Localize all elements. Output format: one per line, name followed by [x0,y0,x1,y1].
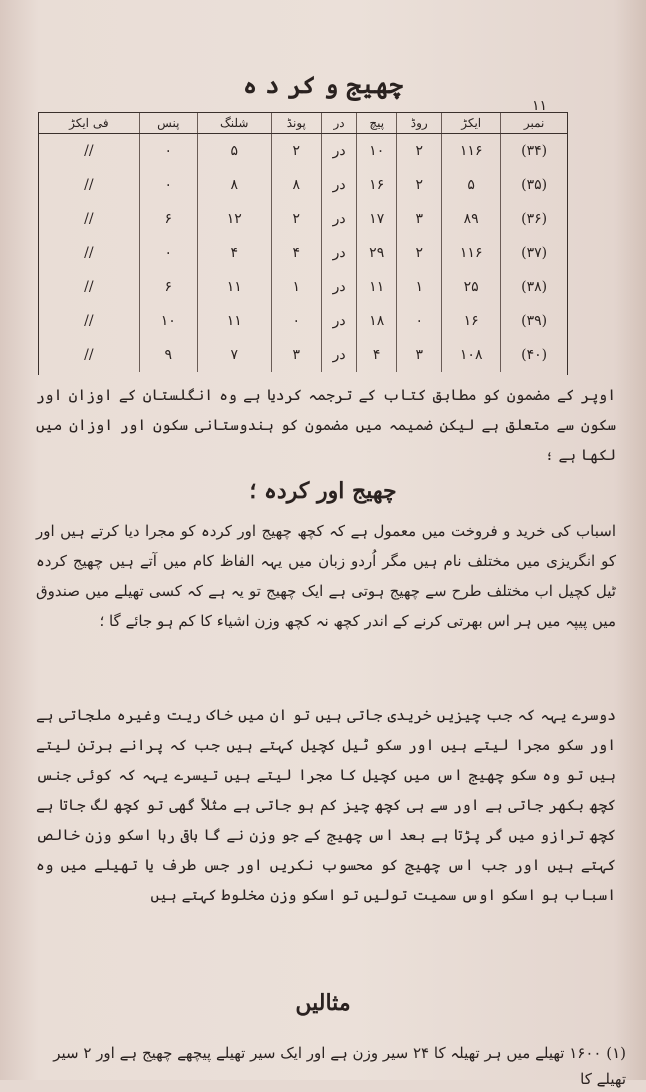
data-table [39,113,567,372]
column-header: پیچ [357,113,397,134]
table-cell: در [322,202,357,236]
table-cell: ۱۰ [139,304,197,338]
column-header: شلنگ [197,113,271,134]
table-cell: // [84,313,94,329]
table-cell: (۳۹) [501,304,567,338]
table-cell: ۰ [271,304,322,338]
table-cell: ۱۱ [197,304,271,338]
table-cell: (۳۷) [501,236,567,270]
table-cell: // [84,245,94,261]
table-cell: در [322,134,357,169]
table-cell: ۱۸ [357,304,397,338]
table-cell: // [84,347,94,363]
body-paragraph: اسباب کی خرید و فروخت میں معمول ہے کہ کچھ چھیج اور کردہ کو مجرا دیا کرتے ہیں اور کو انگریزی میں مختلف نام ہیں مگر اُردو زبان میں یہہ الفاظ کام میں آتے ہیں چھیج کردہ ٹیل کچیل اب مختلف طرح سے چھیج ہوتی ہے ایک چھیج تو یہ ہے کہ کسی تھیلے میں صندوق میں پیپہ میں ہر اس بھرتی کرنے کے اندر کچھ نہ کچھ وزن اشیاء کا کم ہو جائے گا ؛ [36,522,616,630]
table-cell: در [322,304,357,338]
column-header: پونڈ [271,113,322,134]
table-cell: ۰ [139,168,197,202]
table-cell: ۸ [271,168,322,202]
table-cell: // [84,279,94,295]
page-number: ۱۱ [532,98,548,114]
table-cell: // [84,177,94,193]
page-title: چھیج و کر د ہ [243,70,403,99]
table-cell: ۸ [197,168,271,202]
table-cell: (۴۰) [501,338,567,372]
table-cell: ۱۰۸ [442,338,501,372]
table-cell: در [322,270,357,304]
table-cell: ۱۶ [442,304,501,338]
table-cell: ۹ [139,338,197,372]
table-cell: ۳ [397,202,442,236]
section-heading: چھیج اور کردہ ؛ [249,478,397,504]
table-cell: (۳۵) [501,168,567,202]
table-cell: ۴ [357,338,397,372]
table-cell: (۳۶) [501,202,567,236]
column-header: روڈ [397,113,442,134]
example-line: (۱) ۱۶۰۰ تھیلے میں ہر تھیلہ کا ۲۴ سیر وزن ہے اور ایک سیر تھیلے پیچھے چھیج ہے اور ۲ سیر تھیلے کا [53,1044,626,1088]
table-cell: ۱۶ [357,168,397,202]
table-cell: ۲ [397,168,442,202]
column-header: نمبر [501,113,567,134]
body-paragraph: دوسرے یہہ کہ جب چیزیں خریدی جاتی ہیں تو ان میں خاک ریت وغیرہ ملجاتی ہے اور سکو مجرا لیتے ہیں اور سکو ٹیل کچیل کہتے ہیں جب کہ پرانے برتن لیتے ہیں تو وہ سکو چھیج اس میں کچیل کا مجرا لیتے ہیں تیسرے یہہ کہ کوئی جنس کچھ بکھر جاتی ہے اور سے ہی کچھ چیز کم ہو جاتی ہے مثلاً گھی تو کچھ لگ جاتا ہے کچھ ترازو میں گر پڑتا ہے بعد اس چھیج کے جو وزن نے گا باقی رہا اسکو وزن خالص کہتے ہیں اور جب اس چھیج کو محسوب نکریں اور جس طرف یا تھیلے میں وہ اسباب ہو اسکو اوس سمیت تولیں تو اسکو وزن مخلوط کہتے ہیں [36,706,616,904]
table-cell: ۱۱۶ [442,134,501,169]
intro-paragraph: اوپر کے مضمون کو مطابق کتاب کے ترجمہ کردیا ہے وہ انگلستان کے اوزان اور سکون سے متعلق ہے لیکن ضمیمہ میں مضمون کو ہندوستانی سکون اور اوزان میں لکھا ہے ؛ [36,386,616,464]
table-cell: // [84,143,94,159]
column-header: در [322,113,357,134]
table-cell: (۳۴) [501,134,567,169]
column-header: پنس [139,113,197,134]
table-cell: ۰ [139,134,197,169]
table-cell: ۷ [197,338,271,372]
table-cell: ۰ [139,236,197,270]
table-cell: در [322,338,357,372]
table-cell: ۱۱ [357,270,397,304]
table-cell: ۲ [397,134,442,169]
table-cell: ۱ [271,270,322,304]
table-cell: در [322,236,357,270]
table-row [39,304,567,338]
table-cell: ۰ [397,304,442,338]
table-cell: ۱۲ [197,202,271,236]
table-cell: ۲ [271,134,322,169]
column-header: ایکڑ [442,113,501,134]
table-cell: ۱۱ [197,270,271,304]
examples-heading: مثالیں [295,990,351,1016]
table-cell: ۱۱۶ [442,236,501,270]
table-cell: ۶ [139,202,197,236]
table-cell: ۱۷ [357,202,397,236]
table-cell: ۳ [397,338,442,372]
table-row [39,168,567,202]
table-cell: ۲ [397,236,442,270]
table-cell: // [84,211,94,227]
table-row [39,236,567,270]
table-row [39,134,567,169]
table-cell: ۳ [271,338,322,372]
table-cell: ۵ [197,134,271,169]
data-table-frame [38,112,568,375]
table-cell: ۶ [139,270,197,304]
table-cell: ۲۹ [357,236,397,270]
table-cell: (۳۸) [501,270,567,304]
table-cell: ۸۹ [442,202,501,236]
table-row [39,338,567,372]
table-cell: ۱ [397,270,442,304]
table-row [39,270,567,304]
table-cell: در [322,168,357,202]
table-cell: ۱۰ [357,134,397,169]
column-header: فی ایکڑ [39,113,139,134]
table-cell: ۴ [271,236,322,270]
table-cell: ۲۵ [442,270,501,304]
table-cell: ۵ [442,168,501,202]
table-header-row [39,113,567,134]
table-cell: ۲ [271,202,322,236]
table-cell: ۴ [197,236,271,270]
table-row [39,202,567,236]
